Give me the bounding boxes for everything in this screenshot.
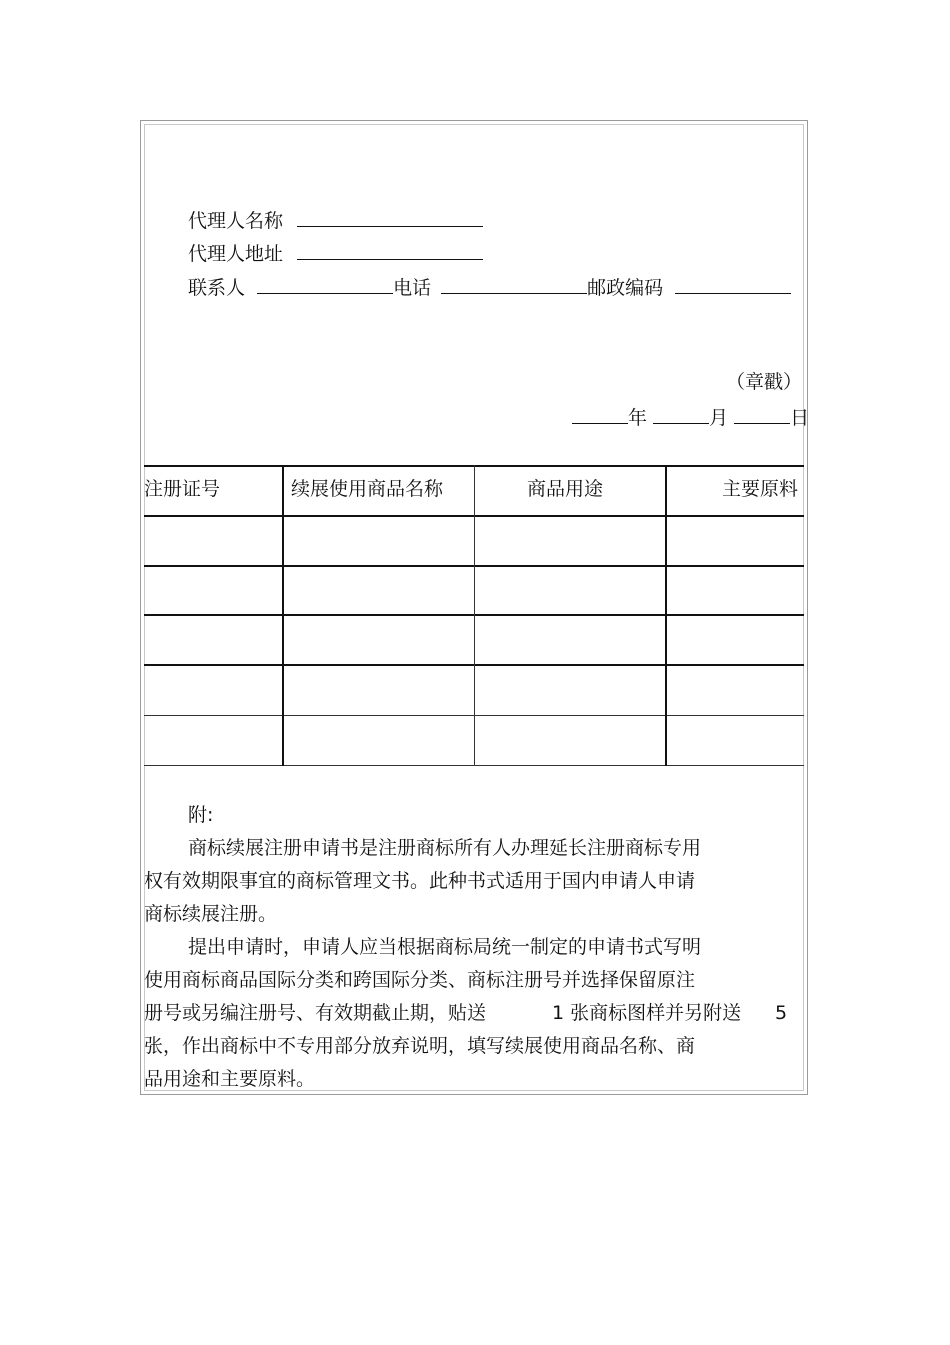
year-label: 年: [628, 407, 648, 429]
notes-line: 品用途和主要原料。: [144, 1068, 316, 1090]
header-registration-number: 注册证号: [144, 478, 221, 500]
table-column-rule: [474, 465, 475, 766]
month-field[interactable]: [653, 404, 709, 424]
seal-label: （章戳）: [726, 371, 803, 393]
notes-line-fragment: 5: [775, 1002, 788, 1024]
agent-name-row: [188, 207, 483, 233]
contact-label: 联系人: [188, 277, 246, 299]
agent-address-field[interactable]: [297, 240, 483, 260]
header-goods-name: 续展使用商品名称: [291, 478, 444, 500]
header-goods-use: 商品用途: [527, 478, 604, 500]
notes-line: 商标续展注册。: [144, 903, 278, 925]
table-column-rule: [665, 465, 667, 766]
notes-line: 权有效期限事宜的商标管理文书。此种书式适用于国内申请人申请: [144, 870, 696, 892]
notes-line: 提出申请时，申请人应当根据商标局统一制定的申请书式写明: [188, 936, 702, 958]
date-row: [572, 404, 809, 430]
notes-line: 册号或另编注册号、有效期截止期，贴送: [144, 1002, 487, 1024]
agent-name-field[interactable]: [297, 207, 483, 227]
postcode-field[interactable]: [675, 274, 791, 294]
year-field[interactable]: [572, 404, 628, 424]
notes-line: 使用商标商品国际分类和跨国际分类、商标注册号并选择保留原注: [144, 969, 696, 991]
notes-line: 张，作出商标中不专用部分放弃说明，填写续展使用商品名称、商: [144, 1035, 696, 1057]
agent-name-label: 代理人名称: [188, 210, 284, 232]
agent-address-label: 代理人地址: [188, 243, 284, 265]
postcode-label: 邮政编码: [587, 277, 664, 299]
phone-field[interactable]: [441, 274, 587, 294]
notes-line: 商标续展注册申请书是注册商标所有人办理延长注册商标专用: [188, 837, 702, 859]
day-field[interactable]: [734, 404, 790, 424]
contact-field[interactable]: [257, 274, 393, 294]
agent-contact-row: [188, 274, 791, 300]
day-label: 日: [790, 407, 810, 429]
notes-title: 附:: [188, 804, 214, 826]
table-column-rule: [282, 465, 284, 766]
month-label: 月: [709, 407, 729, 429]
header-main-materials: 主要原料: [722, 478, 799, 500]
notes-line-fragment: 1 张商标图样并另附送: [552, 1002, 742, 1024]
agent-address-row: [188, 240, 483, 266]
phone-label: 电话: [393, 277, 432, 299]
